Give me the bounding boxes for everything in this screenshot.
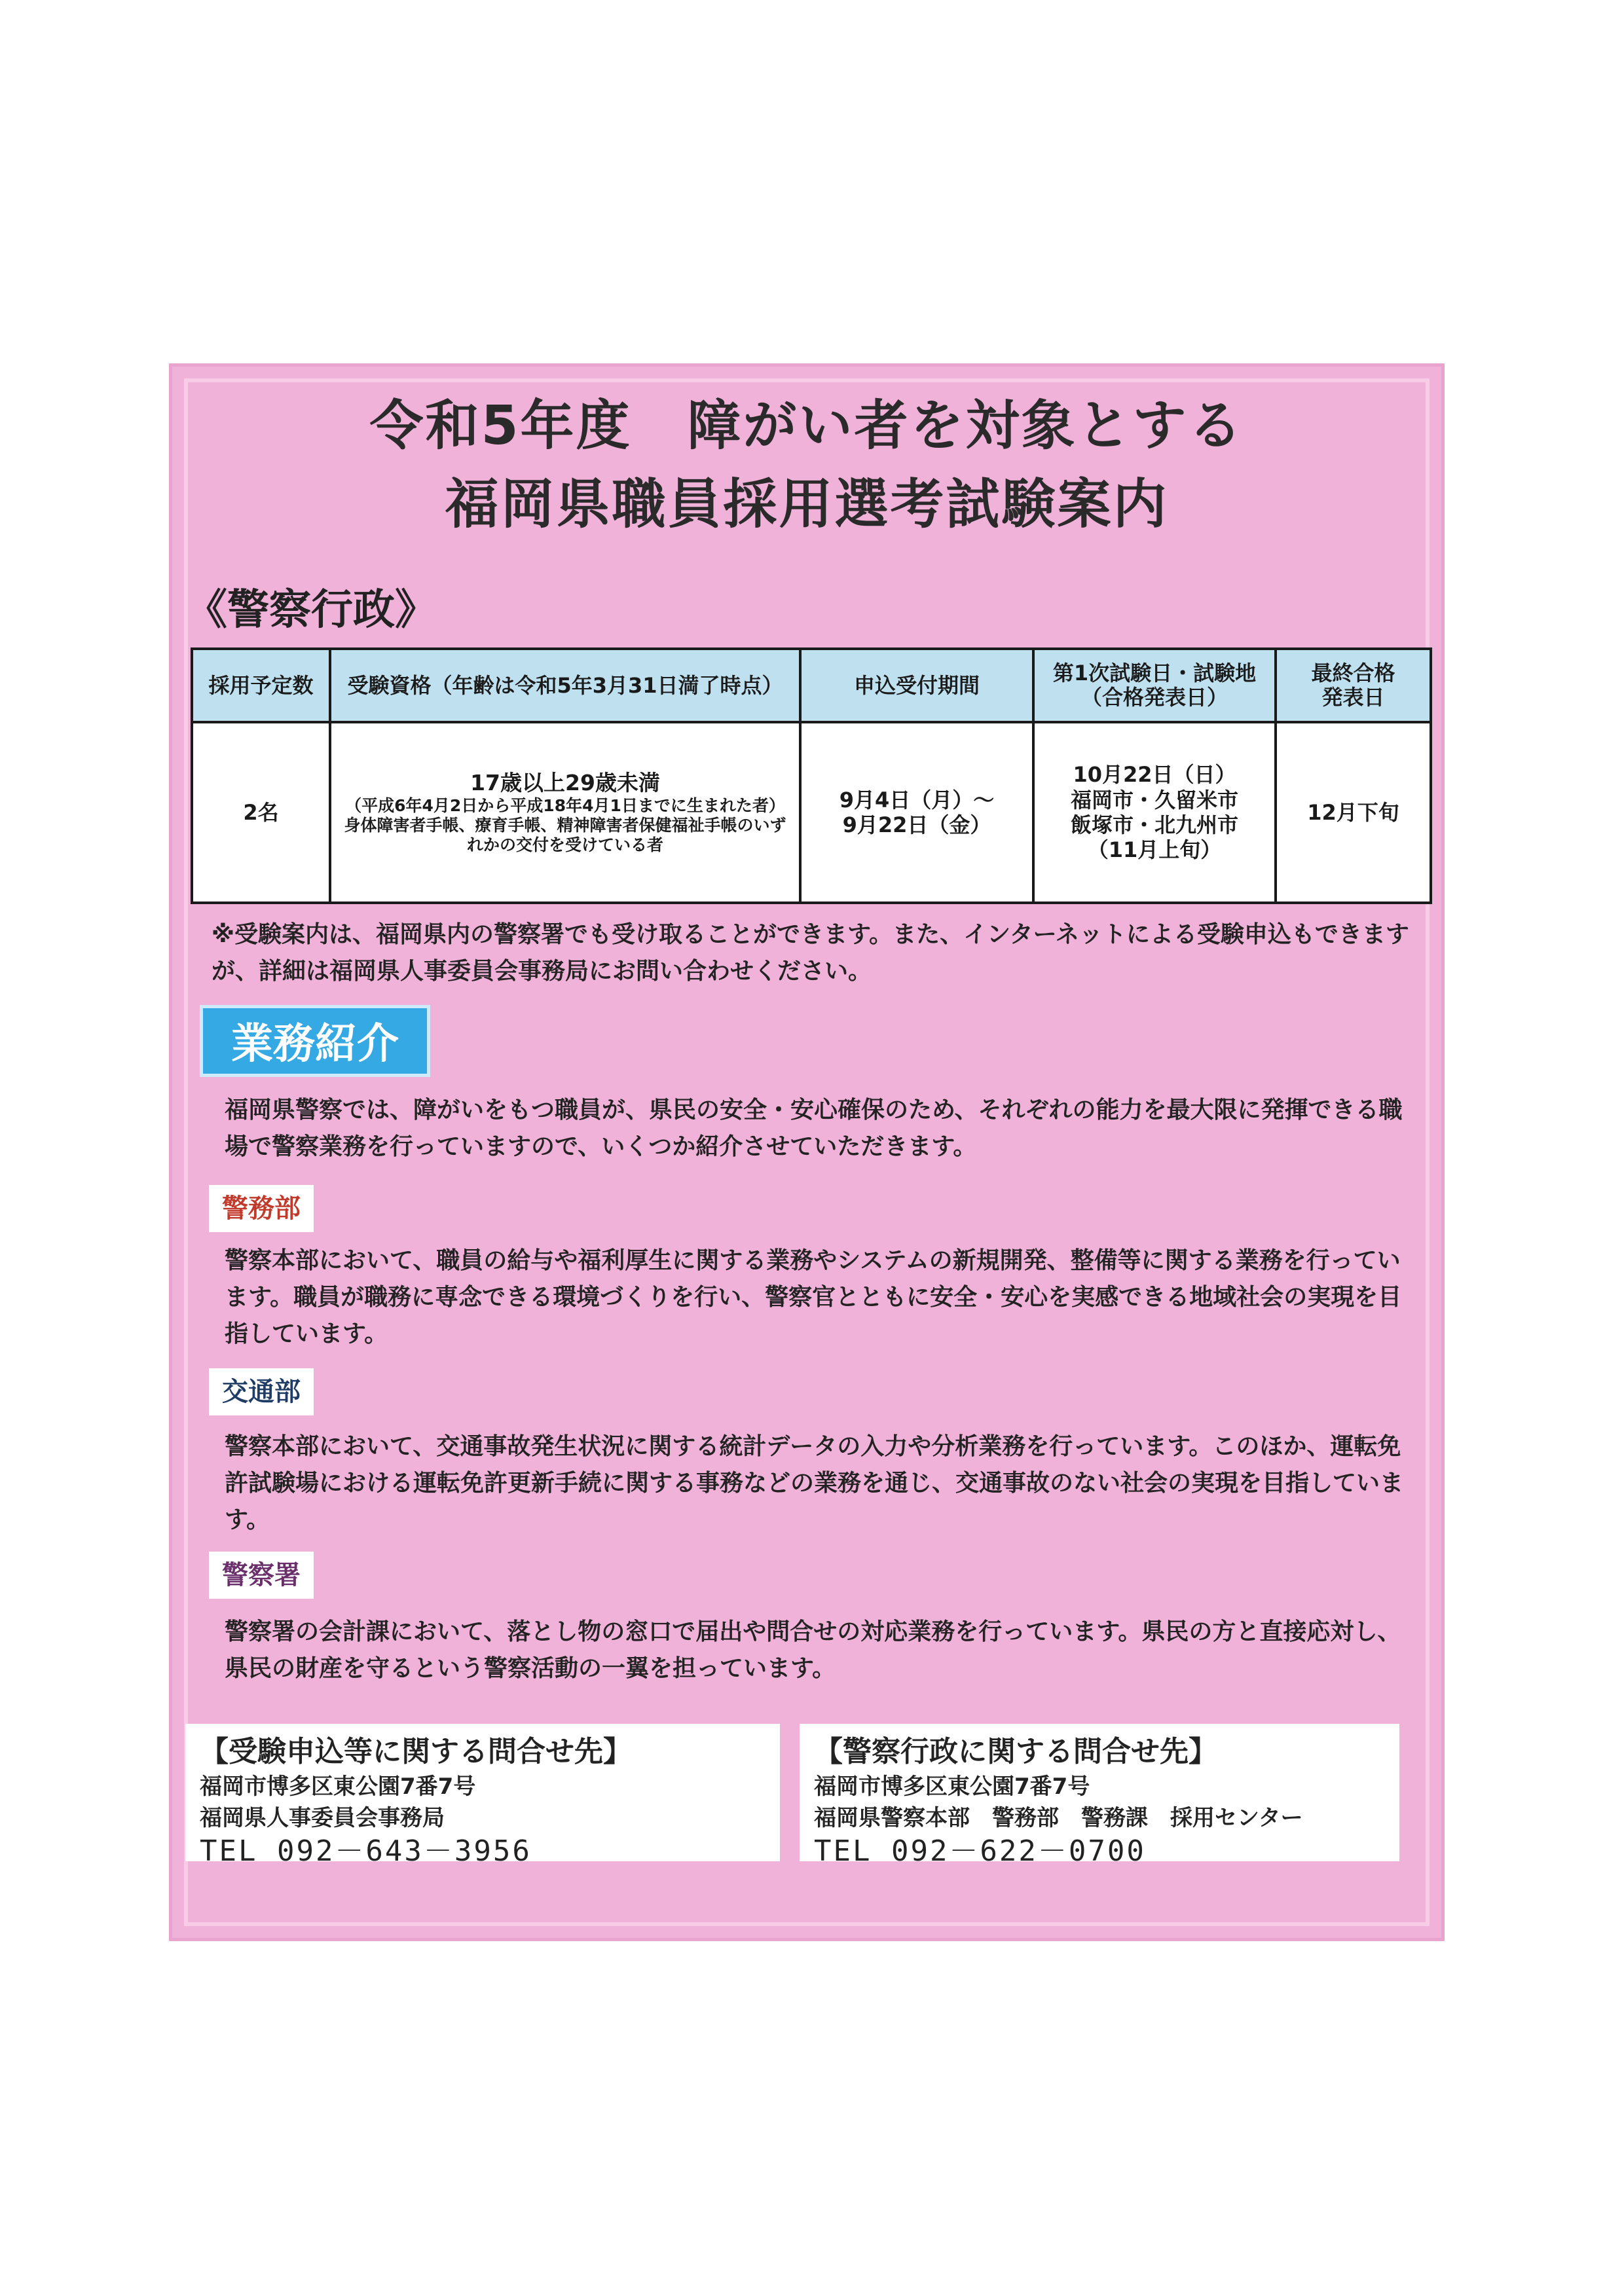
- eligibility-birth-range: （平成6年4月2日から平成18年4月1日までに生まれた者）: [345, 795, 785, 815]
- header-exam: [1033, 649, 1276, 722]
- dept-label-keisatsusho: 警察署: [209, 1552, 314, 1599]
- contact-org: 福岡県警察本部 警務部 警務課 採用センター: [814, 1805, 1303, 1831]
- contact-org: 福岡県人事委員会事務局: [200, 1805, 445, 1831]
- business-intro-tag: 業務紹介: [200, 1005, 430, 1077]
- contact-tel: TEL 092－622－0700: [814, 1834, 1146, 1868]
- cell-application: [800, 722, 1033, 903]
- title-line-1: 令和5年度 障がい者を対象とする: [369, 395, 1244, 457]
- contact-address: 福岡市博多区東公園7番7号: [814, 1774, 1090, 1800]
- header-final-line-1: 最終合格: [1311, 661, 1395, 686]
- contact-box-police: [800, 1724, 1399, 1868]
- header-final-line-2: 発表日: [1321, 685, 1385, 710]
- title-line-2: 福岡県職員採用選考試験案内: [445, 473, 1169, 536]
- application-note: ※受験案内は、福岡県内の警察署でも受け取ることができます。また、インターネットによる受験申込もできますが、詳細は福岡県人事委員会事務局にお問い合わせください。: [212, 921, 1409, 985]
- header-application: 申込受付期間: [800, 649, 1033, 722]
- header-final: [1276, 649, 1431, 722]
- header-planned: 採用予定数: [192, 649, 330, 722]
- table-header-row: [192, 649, 1431, 722]
- contact-heading: 【警察行政に関する問合せ先】: [814, 1735, 1217, 1768]
- exam-result-date: （11月上旬）: [1087, 837, 1222, 863]
- business-intro-text: 福岡県警察では、障がいをもつ職員が、県民の安全・安心確保のため、それぞれの能力を最大限に発揮できる職場で警察業務を行っていますので、いくつか紹介させていただきます。: [225, 1097, 1403, 1160]
- dept-text-keimu: 警察本部において、職員の給与や福利厚生に関する業務やシステムの新規開発、整備等に関する業務を行っています。職員が職務に専念できる環境づくりを行い、警察官とともに安全・安心を実感できる地域社会の実現を目指しています。: [225, 1247, 1402, 1347]
- exam-location-1: 福岡市・久留米市: [1070, 787, 1238, 812]
- section-heading: 《警察行政》: [185, 586, 437, 634]
- contact-tel: TEL 092－643－3956: [200, 1834, 532, 1868]
- cell-eligibility: [330, 722, 800, 903]
- cell-exam: [1033, 722, 1276, 903]
- cell-final: 12月下旬: [1276, 722, 1431, 903]
- exam-location-2: 飯塚市・北九州市: [1070, 812, 1238, 837]
- notice-panel: [169, 363, 1445, 1941]
- contact-heading: 【受験申込等に関する問合せ先】: [200, 1735, 632, 1768]
- dept-text-keisatsusho: 警察署の会計課において、落とし物の窓口で届出や問合せの対応業務を行っています。県民の方と直接応対し、県民の財産を守るという警察活動の一翼を担っています。: [225, 1618, 1401, 1682]
- header-exam-line-2: （合格発表日）: [1080, 685, 1228, 710]
- eligibility-certificate: 身体障害者手帳、療育手帳、精神障害者保健福祉手帳のいずれかの交付を受けている者: [344, 815, 786, 854]
- dept-label-keimu: 警務部: [209, 1185, 314, 1232]
- header-eligibility: 受験資格（年齢は令和5年3月31日満了時点）: [330, 649, 800, 722]
- contact-box-application: [185, 1724, 780, 1868]
- header-exam-line-1: 第1次試験日・試験地: [1052, 661, 1257, 686]
- application-start: 9月4日（月）～: [839, 787, 995, 812]
- dept-text-kotsu: 警察本部において、交通事故発生状況に関する統計データの入力や分析業務を行っています。このほか、運転免許試験場における運転免許更新手続に関する事務などの業務を通じ、交通事故のない社会の実現を目指しています。: [225, 1433, 1404, 1533]
- dept-label-kotsu: 交通部: [209, 1368, 314, 1415]
- contact-address: 福岡市博多区東公園7番7号: [200, 1774, 476, 1800]
- cell-planned: 2名: [192, 722, 330, 903]
- application-end: 9月22日（金）: [842, 812, 991, 837]
- table-row: [192, 722, 1431, 903]
- exam-date: 10月22日（日）: [1073, 762, 1236, 788]
- eligibility-age: 17歳以上29歳未満: [470, 770, 660, 796]
- exam-info-table: [191, 647, 1432, 904]
